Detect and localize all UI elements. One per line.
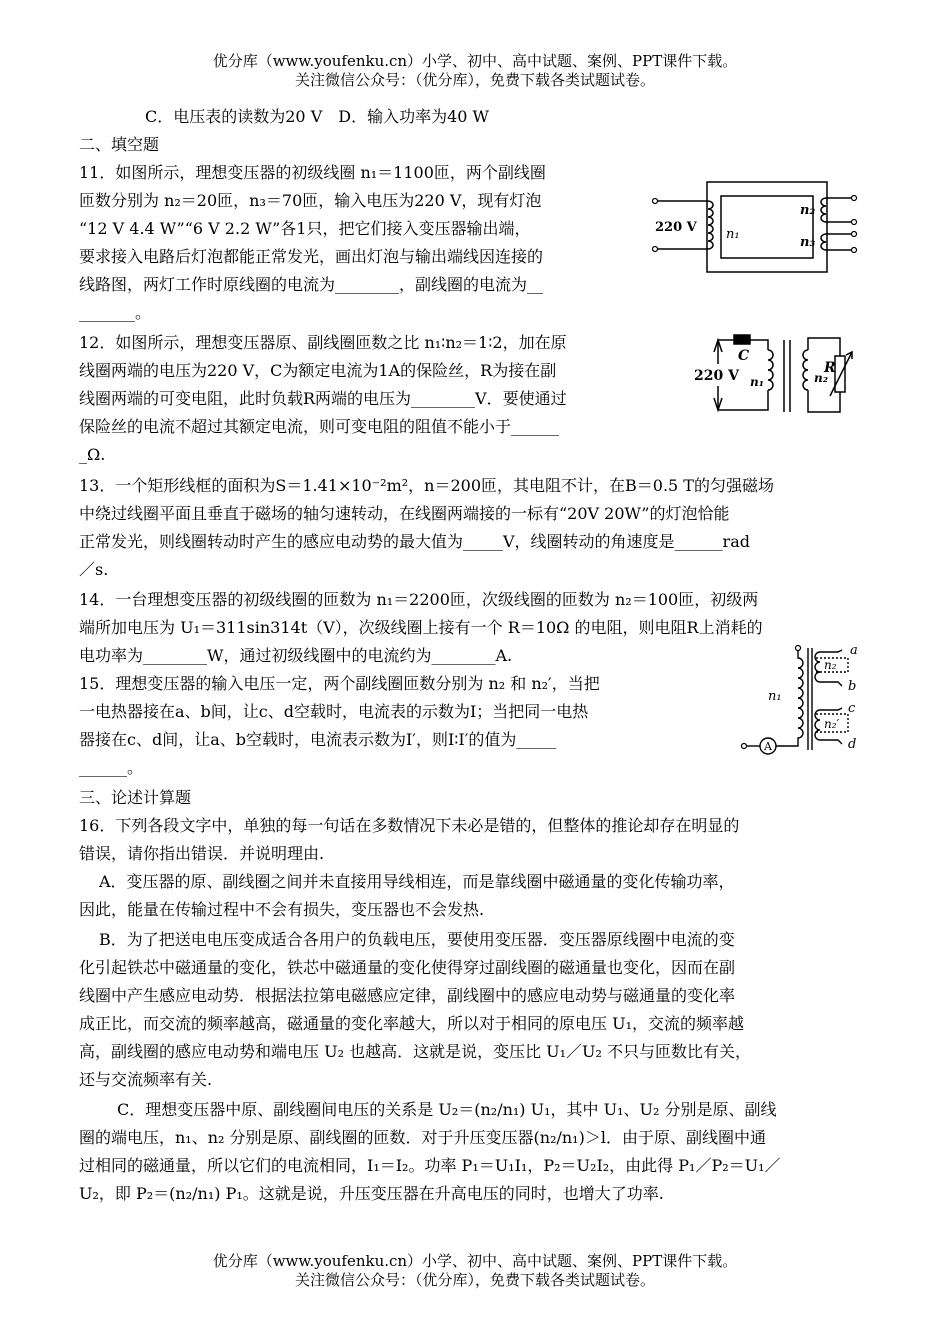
q11-line: 匝数分别为 n₂＝20匝，n₃＝70匝，输入电压为220 V，现有灯泡	[79, 191, 542, 210]
q14-line: 电功率为________W，通过初级线圈中的电流约为________A.	[79, 646, 513, 665]
q13-line: 正常发光，则线圈转动时产生的感应电动势的最大值为_____V，线圈转动的角速度是______rad	[79, 532, 750, 551]
q12-line: 保险丝的电流不超过其额定电流，则可变电阻的阻值不能小于______	[79, 417, 560, 436]
q14-line: 14．一台理想变压器的初级线圈的匝数为 n₁＝2200匝，次级线圈的匝数为 n₂＝100匝，初级两	[79, 590, 759, 609]
section-essay: 三、论述计算题	[79, 788, 192, 807]
voltage-label: 220 V	[694, 368, 739, 384]
q16a-line: 因此，能量在传输过程中不会有损失，变压器也不会发热.	[79, 900, 485, 919]
q16c-line: 圈的端电压，n₁、n₂ 分别是原、副线圈的匝数．对于升压变压器(n₂/n₁)＞l．由于原、副线圈中通	[79, 1128, 766, 1147]
q15-transformer-figure	[738, 642, 874, 760]
q13-line: 13．一个矩形线框的面积为S＝1.41×10⁻²m²，n＝200匝，其电阻不计，在B＝0.5 T的匀强磁场	[79, 476, 774, 495]
secondary-leads	[826, 198, 852, 250]
n2-label: n₂	[800, 203, 816, 218]
n1-label: n₁	[726, 227, 740, 242]
primary-coil	[708, 201, 713, 249]
q11-transformer-figure	[652, 176, 872, 280]
q16b-line: 高，副线圈的感应电动势和端电压 U₂ 也越高．这就是说，变压比 U₁／U₂ 不只与匝数比有关，	[79, 1042, 752, 1061]
q16b-line: 成正比，而交流的频率越高，磁通量的变化率越大，所以对于相同的原电压 U₁，交流的频率越	[79, 1014, 744, 1033]
q16c-line: 过相同的磁通量，所以它们的电流相同，I₁＝I₂。功率 P₁＝U₁I₁，P₂＝U₂I₂，由此得 P₁／P₂＝U₁／	[79, 1156, 781, 1175]
n2-label: n₂	[824, 658, 837, 672]
terminal-c: c	[848, 701, 856, 716]
q15-line: 15．理想变压器的输入电压一定，两个副线圈匝数分别为 n₂ 和 n₂′，当把	[79, 674, 600, 693]
q12-line: _Ω.	[79, 445, 106, 464]
footer-line-1: 优分库（www.youfenku.cn）小学、初中、高中试题、案例、PPT课件下载。	[212, 1252, 738, 1270]
q11-line: 11．如图所示，理想变压器的初级线圈 n₁＝1100匝，两个副线圈	[79, 163, 546, 182]
q15-line: 器接在c、d间，让a、b空载时，电流表示数为I′，则I∶I′的值为_____	[79, 730, 557, 749]
iron-core	[784, 340, 790, 412]
q12-line: 线圈两端的可变电阻，此时负载R两端的电压为________V．要使通过	[79, 389, 567, 408]
section-fill-blank: 二、填空题	[79, 135, 160, 154]
r-label: R	[824, 360, 836, 376]
q14-line: 端所加电压为 U₁＝311sin314t（V），次级线圈上接有一个 R＝10Ω 的电阻，则电阻R上消耗的	[79, 618, 763, 637]
secondary-coil	[803, 350, 808, 390]
q16b-line: 线圈中产生感应电动势．根据法拉第电磁感应定律，副线圈中的感应电动势与磁通量的变化率	[79, 986, 736, 1005]
primary-coil	[768, 350, 773, 390]
terminal-a: a	[850, 643, 858, 658]
q12-line: 线圈两端的电压为220 V，C为额定电流为1A的保险丝，R为接在副	[79, 361, 557, 380]
q11-line: 线路图，两灯工作时原线圈的电流为________，副线圈的电流为__	[79, 275, 544, 294]
q16c-line: U₂，即 P₂＝(n₂/n₁) P₁。这就是说，升压变压器在升高电压的同时，也增大了功率.	[79, 1184, 664, 1203]
q13-line: 中绕过线圈平面且垂直于磁场的轴匀速转动，在线圈两端接的一标有“20V 20W”的灯泡恰能	[79, 504, 730, 523]
q16-line: 错误，请你指出错误．并说明理由.	[79, 844, 325, 863]
terminal-d: d	[848, 737, 857, 752]
q16-line: 16．下列各段文字中，单独的每一句话在多数情况下未必是错的，但整体的推论却存在明显的	[79, 816, 740, 835]
secondary-coil-n2	[821, 198, 826, 222]
n2-prime-label: n₂′	[824, 717, 840, 731]
bottom-lead	[718, 390, 768, 410]
q15-line: 一电热器接在a、b间，让c、d空载时，电流表的示数为I；当把同一电热	[79, 702, 589, 721]
c-label: C	[738, 348, 750, 364]
q16c-line: C．理想变压器中原、副线圈间电压的关系是 U₂＝(n₂/n₁) U₁，其中 U₁、U₂ 分别是原、副线	[117, 1100, 777, 1119]
q11-line: 要求接入电路后灯泡都能正常发光，画出灯泡与输出端线因连接的	[79, 247, 544, 266]
q11-line: _______。	[79, 303, 152, 322]
q15-line: ______。	[79, 758, 144, 777]
ammeter-label: A	[764, 740, 772, 753]
secondary-coil-ab	[815, 652, 820, 682]
n2-label: n₂	[814, 371, 828, 385]
voltage-label: 220 V	[655, 220, 697, 235]
secondary-coil-n3	[821, 234, 826, 250]
header-line-1: 优分库（www.youfenku.cn）小学、初中、高中试题、案例、PPT课件下载。	[212, 52, 738, 70]
q16b-line: 还与交流频率有关.	[79, 1070, 213, 1089]
q11-line: “12 V 4.4 W”“6 V 2.2 W”各1只，把它们接入变压器输出端，	[79, 219, 531, 238]
n3-label: n₃	[800, 235, 816, 250]
q12-line: 12．如图所示，理想变压器原、副线圈匝数之比 n₁∶n₂＝1∶2，加在原	[79, 333, 567, 352]
resistor	[835, 356, 845, 392]
q16b-line: 化引起铁芯中磁通量的变化，铁芯中磁通量的变化使得穿过副线圈的磁通量也变化，因而在副	[79, 958, 736, 977]
fuse	[734, 335, 750, 344]
q13-line: ／s.	[79, 560, 109, 579]
n1-label: n₁	[768, 689, 782, 704]
q16b-line: B．为了把送电电压变成适合各用户的负载电压，要使用变压器．变压器原线圈中电流的变	[99, 930, 735, 949]
iron-core	[808, 648, 812, 750]
header-line-2: 关注微信公众号：（优分库），免费下载各类试题试卷。	[294, 71, 655, 89]
option-c-d: C．电压表的读数为20 V D．输入功率为40 W	[145, 107, 489, 126]
n1-label: n₁	[750, 375, 764, 389]
q16a-line: A．变压器的原、副线圈之间并未直接用导线相连，而是靠线圈中磁通量的变化传输功率，	[99, 872, 735, 891]
footer-line-2: 关注微信公众号：（优分库），免费下载各类试题试卷。	[294, 1271, 655, 1289]
q12-transformer-figure	[690, 330, 870, 422]
terminal-b: b	[848, 679, 857, 694]
